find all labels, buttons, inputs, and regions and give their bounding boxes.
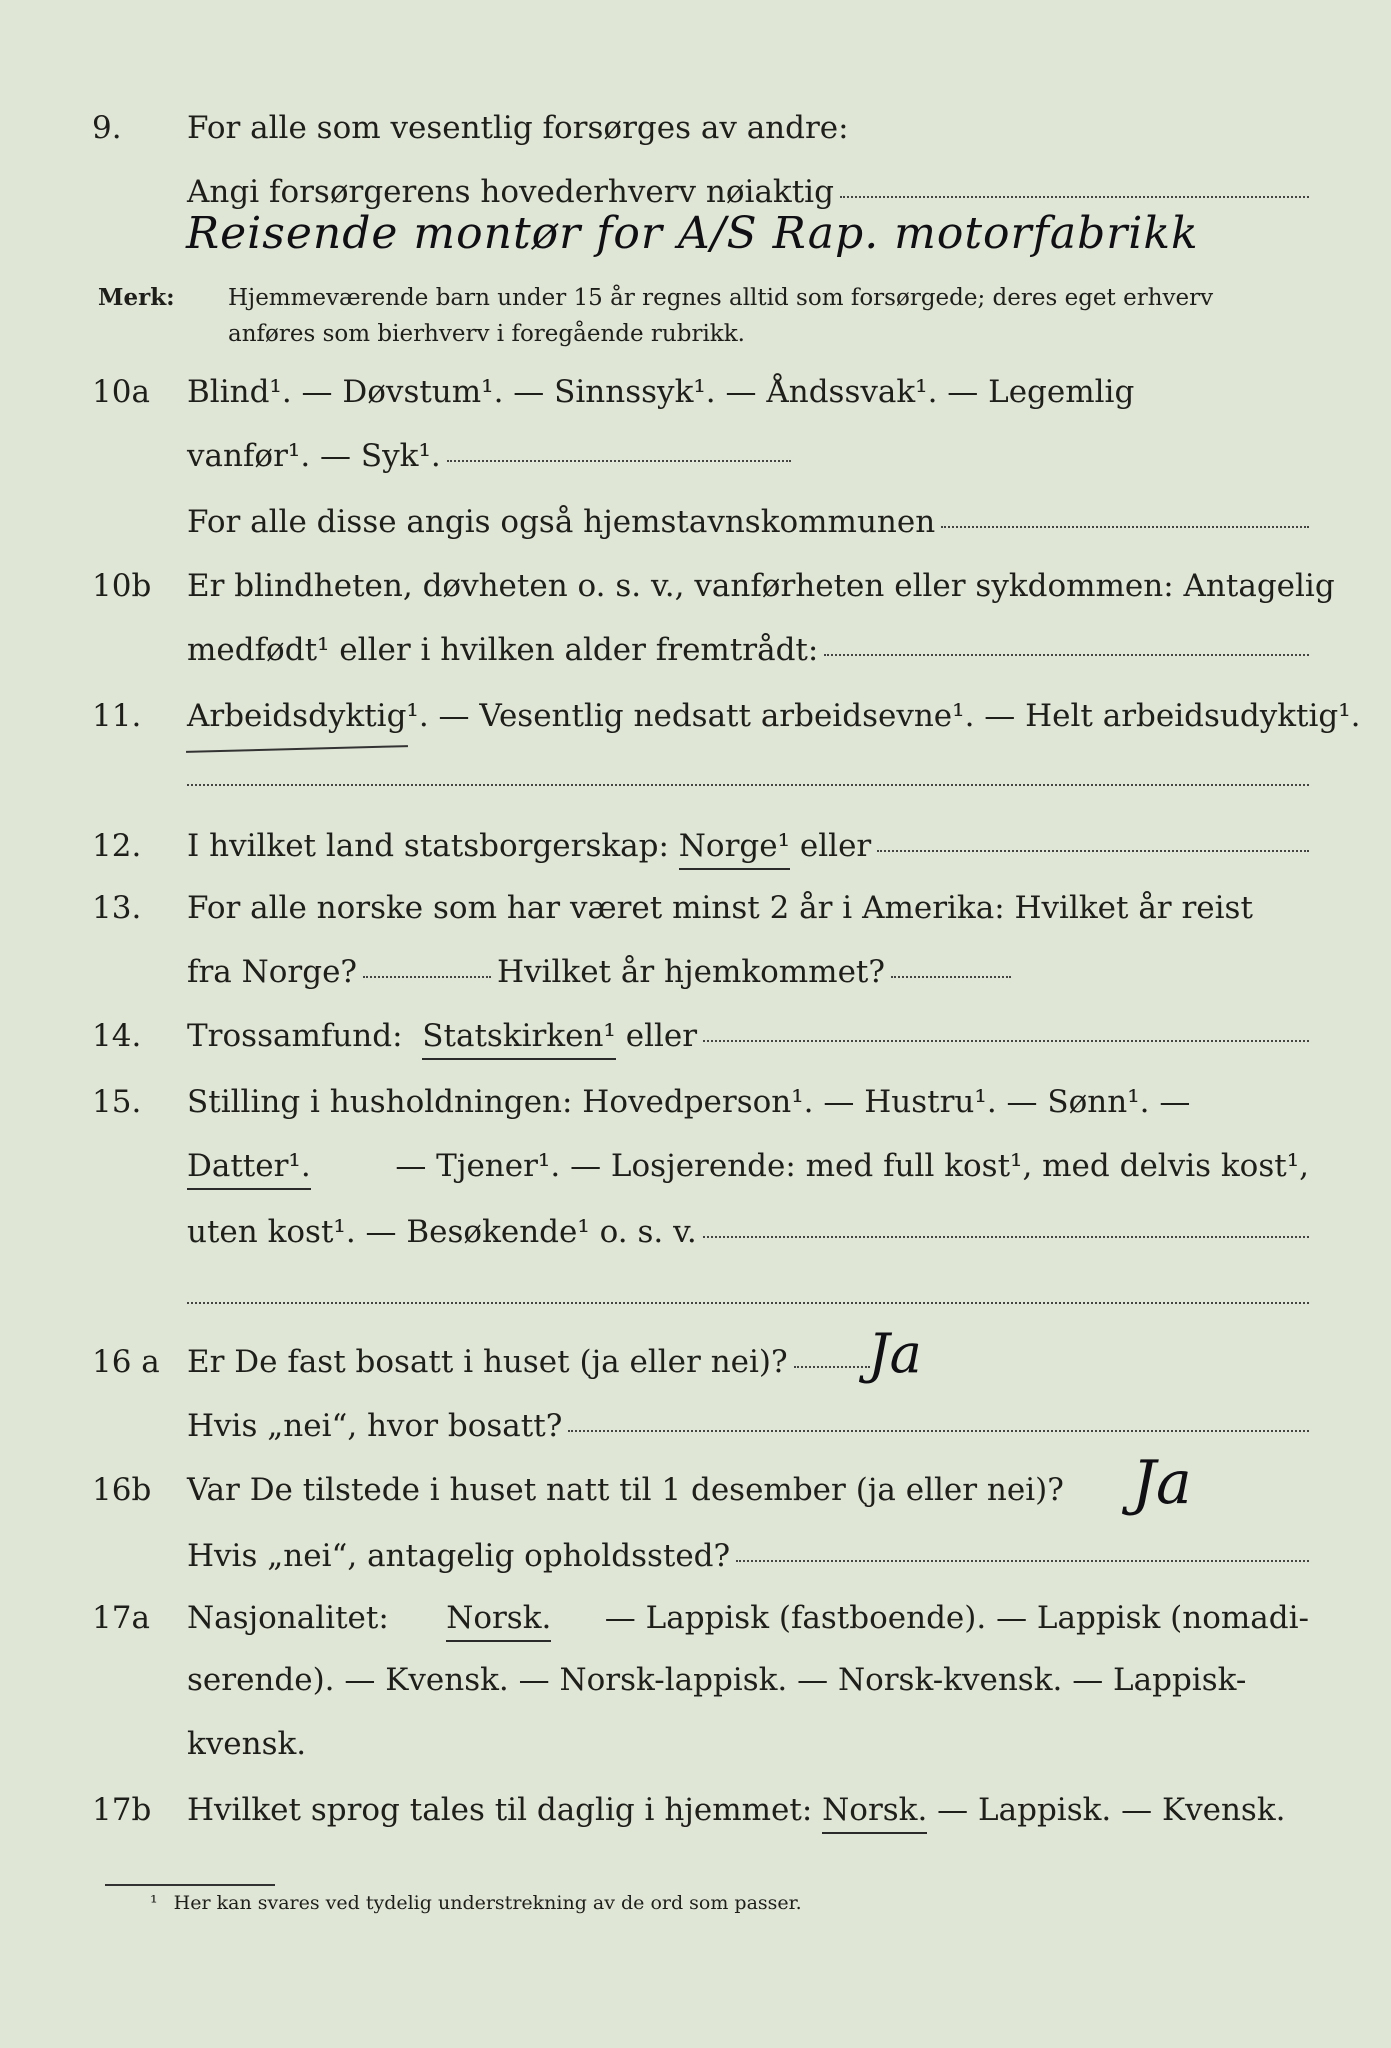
answer-line[interactable] <box>891 975 1011 978</box>
item-14-number: 14. <box>92 1018 142 1054</box>
item-17b-text <box>187 1790 1309 1834</box>
item-15-number: 15. <box>92 1084 142 1120</box>
answer-line[interactable] <box>840 195 1309 198</box>
item-10a-number: 10a <box>92 374 150 410</box>
item-13-line-2b: Hvilket år hjemkommet? <box>497 954 886 990</box>
item-16b-line-2-text: Hvis „nei“, antagelig opholdssted? <box>187 1538 731 1574</box>
answer-line[interactable] <box>447 459 791 462</box>
answer-line[interactable] <box>187 784 1309 786</box>
item-9-number: 9. <box>92 110 122 146</box>
item-9-sub <box>187 172 1309 212</box>
item-10a-line-2-text: vanfør¹. — Syk¹. <box>187 438 441 474</box>
item-9-text <box>187 108 1309 148</box>
item-17a-number: 17a <box>92 1600 150 1636</box>
item-16b-line-2 <box>187 1536 1309 1576</box>
item-11-number: 11. <box>92 698 142 734</box>
item-16a-line-2-text: Hvis „nei“, hvor bosatt? <box>187 1408 563 1444</box>
answer-line[interactable] <box>703 1039 1309 1042</box>
item-14-selected: Statskirken¹ <box>422 1016 616 1060</box>
item-16a-handwritten-answer: Ja <box>868 1322 922 1385</box>
item-16a-line-2 <box>187 1406 1309 1446</box>
item-13-line-1: For alle norske som har været minst 2 år i Amerika: Hvilket år reist <box>187 890 1253 926</box>
item-17b-pre: Hvilket sprog tales til daglig i hjemmet: <box>187 1792 813 1828</box>
item-9-sub-text: Angi forsørgerens hovederhverv nøiaktig <box>187 174 834 210</box>
item-17a-line-1 <box>187 1598 1309 1642</box>
item-17a-line-2: serende). — Kvensk. — Norsk-lappisk. — Norsk-kvensk. — Lappisk- <box>187 1662 1247 1698</box>
item-10a-line-2 <box>187 436 791 476</box>
item-10b-line-1: Er blindheten, døvheten o. s. v., vanførheten eller sykdommen: Antagelig <box>187 568 1335 604</box>
answer-line[interactable] <box>703 1235 1309 1238</box>
item-15-line-1: Stilling i husholdningen: Hovedperson¹. — Hustru¹. — Sønn¹. — <box>187 1084 1191 1120</box>
item-16a-line-1-text: Er De fast bosatt i huset (ja eller nei)? <box>187 1344 788 1380</box>
footnote-mark: ¹ <box>150 1892 158 1914</box>
item-16b-number: 16b <box>92 1472 152 1508</box>
item-10a-line-1: Blind¹. — Døvstum¹. — Sinnssyk¹. — Åndssvak¹. — Legemlig <box>187 374 1135 410</box>
item-17b-number: 17b <box>92 1792 152 1828</box>
item-15-line-2 <box>187 1146 1309 1190</box>
item-16a-line-1 <box>187 1342 1309 1382</box>
answer-line[interactable] <box>877 849 1309 852</box>
answer-line[interactable] <box>363 975 491 978</box>
item-14-text <box>187 1016 1309 1060</box>
answer-line[interactable] <box>736 1559 1309 1562</box>
item-13-line-2a: fra Norge? <box>187 954 358 990</box>
item-16b-line-1-text: Var De tilstede i huset natt til 1 desember (ja eller nei)? <box>187 1472 1064 1508</box>
item-10b-number: 10b <box>92 568 152 604</box>
item-15-line-2-rest: — Tjener¹. — Losjerende: med full kost¹, med delvis kost¹, <box>395 1148 1309 1184</box>
item-11-text: Arbeidsdyktig¹. — Vesentlig nedsatt arbeidsevne¹. — Helt arbeidsudyktig¹. <box>187 698 1361 734</box>
item-12-number: 12. <box>92 828 142 864</box>
footnote-rule <box>105 1884 275 1886</box>
answer-line[interactable] <box>824 653 1309 656</box>
item-12-selected: Norge¹ <box>679 826 790 870</box>
item-16b-handwritten-answer: Ja <box>1132 1448 1192 1518</box>
item-10a-line-3 <box>187 502 1309 542</box>
item-13-number: 13. <box>92 890 142 926</box>
item-17b-post: — Lappisk. — Kvensk. <box>937 1792 1286 1828</box>
underline-mark <box>186 745 408 753</box>
item-17a-pre: Nasjonalitet: <box>187 1600 389 1636</box>
item-10a-line-3-text: For alle disse angis også hjemstavnskommunen <box>187 504 936 540</box>
item-13-line-2 <box>187 952 1309 992</box>
item-17a-selected: Norsk. <box>446 1598 551 1642</box>
item-12-post: eller <box>799 828 872 864</box>
answer-line[interactable] <box>568 1429 1309 1432</box>
answer-line[interactable] <box>941 525 1309 528</box>
item-9-question: For alle som vesentlig forsørges av andre: <box>187 110 849 146</box>
item-17b-selected: Norsk. <box>822 1790 927 1834</box>
answer-line[interactable] <box>187 1302 1309 1304</box>
item-14-post: eller <box>625 1018 698 1054</box>
item-15-line-3-text: uten kost¹. — Besøkende¹ o. s. v. <box>187 1214 697 1250</box>
answer-line[interactable] <box>794 1365 870 1368</box>
merk-label: Merk: <box>98 284 175 311</box>
item-10b-line-2 <box>187 630 1309 670</box>
item-10b-line-2-text: medfødt¹ eller i hvilken alder fremtrådt: <box>187 632 819 668</box>
item-15-selected: Datter¹. <box>187 1146 311 1190</box>
item-12-text <box>187 826 1309 870</box>
footnote-text: Her kan svares ved tydelig understrekning av de ord som passer. <box>173 1892 802 1914</box>
item-17a-line-3: kvensk. <box>187 1726 307 1762</box>
merk-line-2: anføres som bierhverv i foregående rubrikk. <box>228 321 745 347</box>
item-17a-rest: — Lappisk (fastboende). — Lappisk (nomadi- <box>604 1600 1309 1636</box>
item-16a-number: 16 a <box>92 1344 160 1380</box>
item-14-pre: Trossamfund: <box>187 1018 403 1054</box>
item-15-line-3 <box>187 1212 1309 1252</box>
item-9-handwritten-answer: Reisende montør for A/S Rap. motorfabrikk <box>186 208 1199 259</box>
item-12-pre: I hvilket land statsborgerskap: <box>187 828 669 864</box>
footnote <box>150 1892 802 1914</box>
merk-line-1: Hjemmeværende barn under 15 år regnes alltid som forsørgede; deres eget erhverv <box>228 285 1214 311</box>
